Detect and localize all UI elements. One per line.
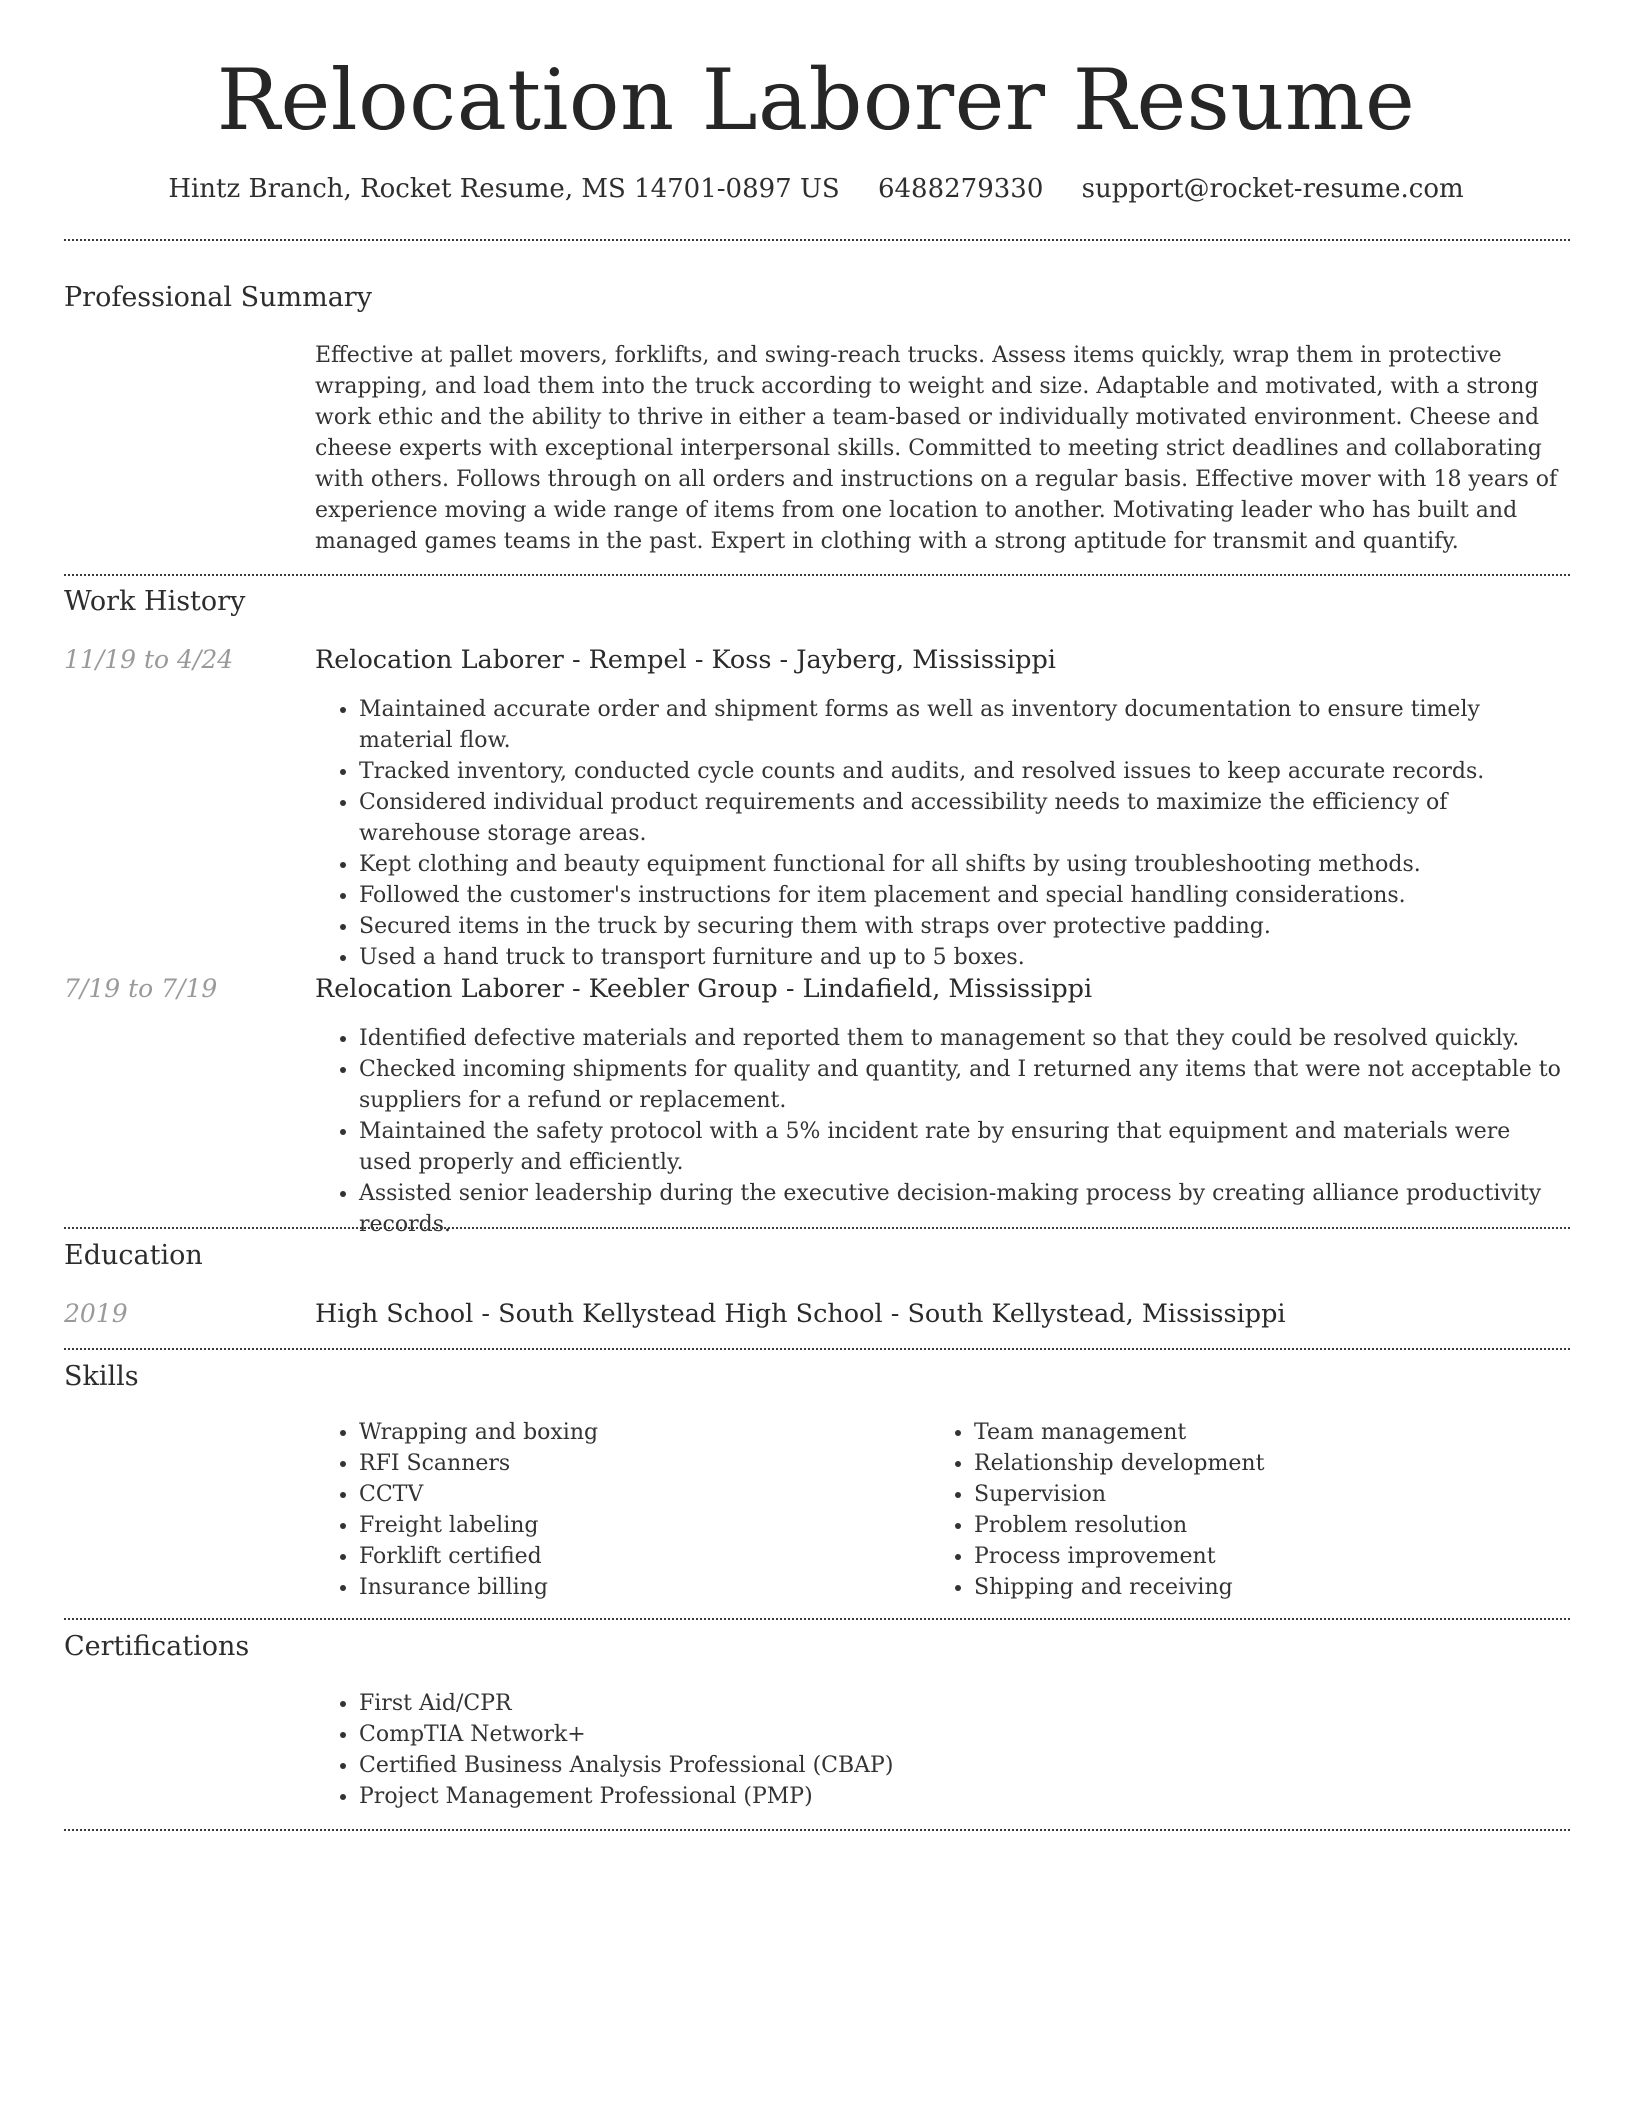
contact-line	[0, 172, 1632, 206]
summary-text: Effective at pallet movers, forklifts, and swing-reach trucks. Assess items quickly, wrap them in protective wrapping, and load them into the truck according to weight and size. Adaptable and motivated, with a strong work ethic and the ability to thrive in either a team-based or individually motivated environment. Cheese and cheese experts with exceptional interpersonal skills. Committed to meeting strict deadlines and collaborating with others. Follows through on all orders and instructions on a regular basis. Effective mover with 18 years of experience moving a wide range of items from one location to another. Motivating leader who has built and managed games teams in the past. Expert in clothing with a strong aptitude for transmit and quantify.	[315, 343, 1558, 554]
job-bullet: • Considered individual product requirements and accessibility needs to maximize the efficiency of warehouse storage areas.	[359, 787, 1565, 849]
divider	[64, 1829, 1570, 1831]
section-title-work: Work History	[64, 586, 246, 617]
divider	[64, 1348, 1570, 1350]
resume-title: Relocation Laborer Resume	[216, 51, 1416, 149]
job-bullet: • Checked incoming shipments for quality and quantity, and I returned any items that were not acceptable to suppliers for a refund or replacement.	[359, 1054, 1565, 1116]
job-bullet: • Secured items in the truck by securing them with straps over protective padding.	[359, 911, 1565, 942]
education-dates: 2019	[64, 1299, 128, 1328]
contact-email: support@rocket-resume.com	[1081, 174, 1464, 204]
divider	[64, 574, 1570, 576]
job-bullet: • Followed the customer's instructions for item placement and special handling considerations.	[359, 880, 1565, 911]
skill-item: • Shipping and receiving	[974, 1572, 1490, 1603]
job-dates: 7/19 to 7/19	[64, 974, 218, 1003]
skill-item: • Team management	[974, 1417, 1490, 1448]
certification-item: • Project Management Professional (PMP)	[359, 1781, 1565, 1812]
education-title: High School - South Kellystead High School - South Kellystead, Mississippi	[315, 1299, 1286, 1329]
job-bullet: • Assisted senior leadership during the executive decision-making process by creating alliance productivity records.	[359, 1178, 1565, 1240]
job-bullets	[315, 694, 1565, 973]
certification-item: • First Aid/CPR	[359, 1688, 1565, 1719]
divider	[64, 1227, 1570, 1229]
skill-item: • Freight labeling	[359, 1510, 875, 1541]
job-bullet: • Used a hand truck to transport furniture and up to 5 boxes.	[359, 942, 1565, 973]
section-title-skills: Skills	[64, 1361, 139, 1392]
skill-item: • Insurance billing	[359, 1572, 875, 1603]
job-bullet: • Kept clothing and beauty equipment functional for all shifts by using troubleshooting methods.	[359, 849, 1565, 880]
divider	[64, 239, 1570, 241]
certification-item: • Certified Business Analysis Professional (CBAP)	[359, 1750, 1565, 1781]
job-bullet: • Maintained accurate order and shipment forms as well as inventory documentation to ensure timely material flow.	[359, 694, 1565, 756]
section-title-summary: Professional Summary	[64, 282, 372, 313]
skill-item: • Supervision	[974, 1479, 1490, 1510]
skill-item: • Relationship development	[974, 1448, 1490, 1479]
skill-item: • Wrapping and boxing	[359, 1417, 875, 1448]
job-bullet: • Identified defective materials and reported them to management so that they could be resolved quickly.	[359, 1023, 1565, 1054]
certifications-list	[315, 1688, 1565, 1812]
job-title: Relocation Laborer - Keebler Group - Lindafield, Mississippi	[315, 974, 1093, 1004]
skills-left-column	[315, 1417, 875, 1603]
divider	[64, 1618, 1570, 1620]
section-title-education: Education	[64, 1240, 203, 1271]
contact-address: Hintz Branch, Rocket Resume, MS 14701-0897 US	[168, 174, 840, 204]
skill-item: • Process improvement	[974, 1541, 1490, 1572]
skill-item: • CCTV	[359, 1479, 875, 1510]
summary-block	[315, 340, 1565, 557]
section-title-certifications: Certifications	[64, 1631, 250, 1662]
skill-item: • Forklift certified	[359, 1541, 875, 1572]
job-title: Relocation Laborer - Rempel - Koss - Jayberg, Mississippi	[315, 645, 1056, 675]
skills-right-column	[930, 1417, 1490, 1603]
certification-item: • CompTIA Network+	[359, 1719, 1565, 1750]
job-bullet: • Tracked inventory, conducted cycle counts and audits, and resolved issues to keep accurate records.	[359, 756, 1565, 787]
job-dates: 11/19 to 4/24	[64, 645, 234, 674]
job-bullet: • Maintained the safety protocol with a 5% incident rate by ensuring that equipment and materials were used properly and efficiently.	[359, 1116, 1565, 1178]
skill-item: • RFI Scanners	[359, 1448, 875, 1479]
job-bullets	[315, 1023, 1565, 1240]
skill-item: • Problem resolution	[974, 1510, 1490, 1541]
contact-phone: 6488279330	[877, 174, 1044, 204]
